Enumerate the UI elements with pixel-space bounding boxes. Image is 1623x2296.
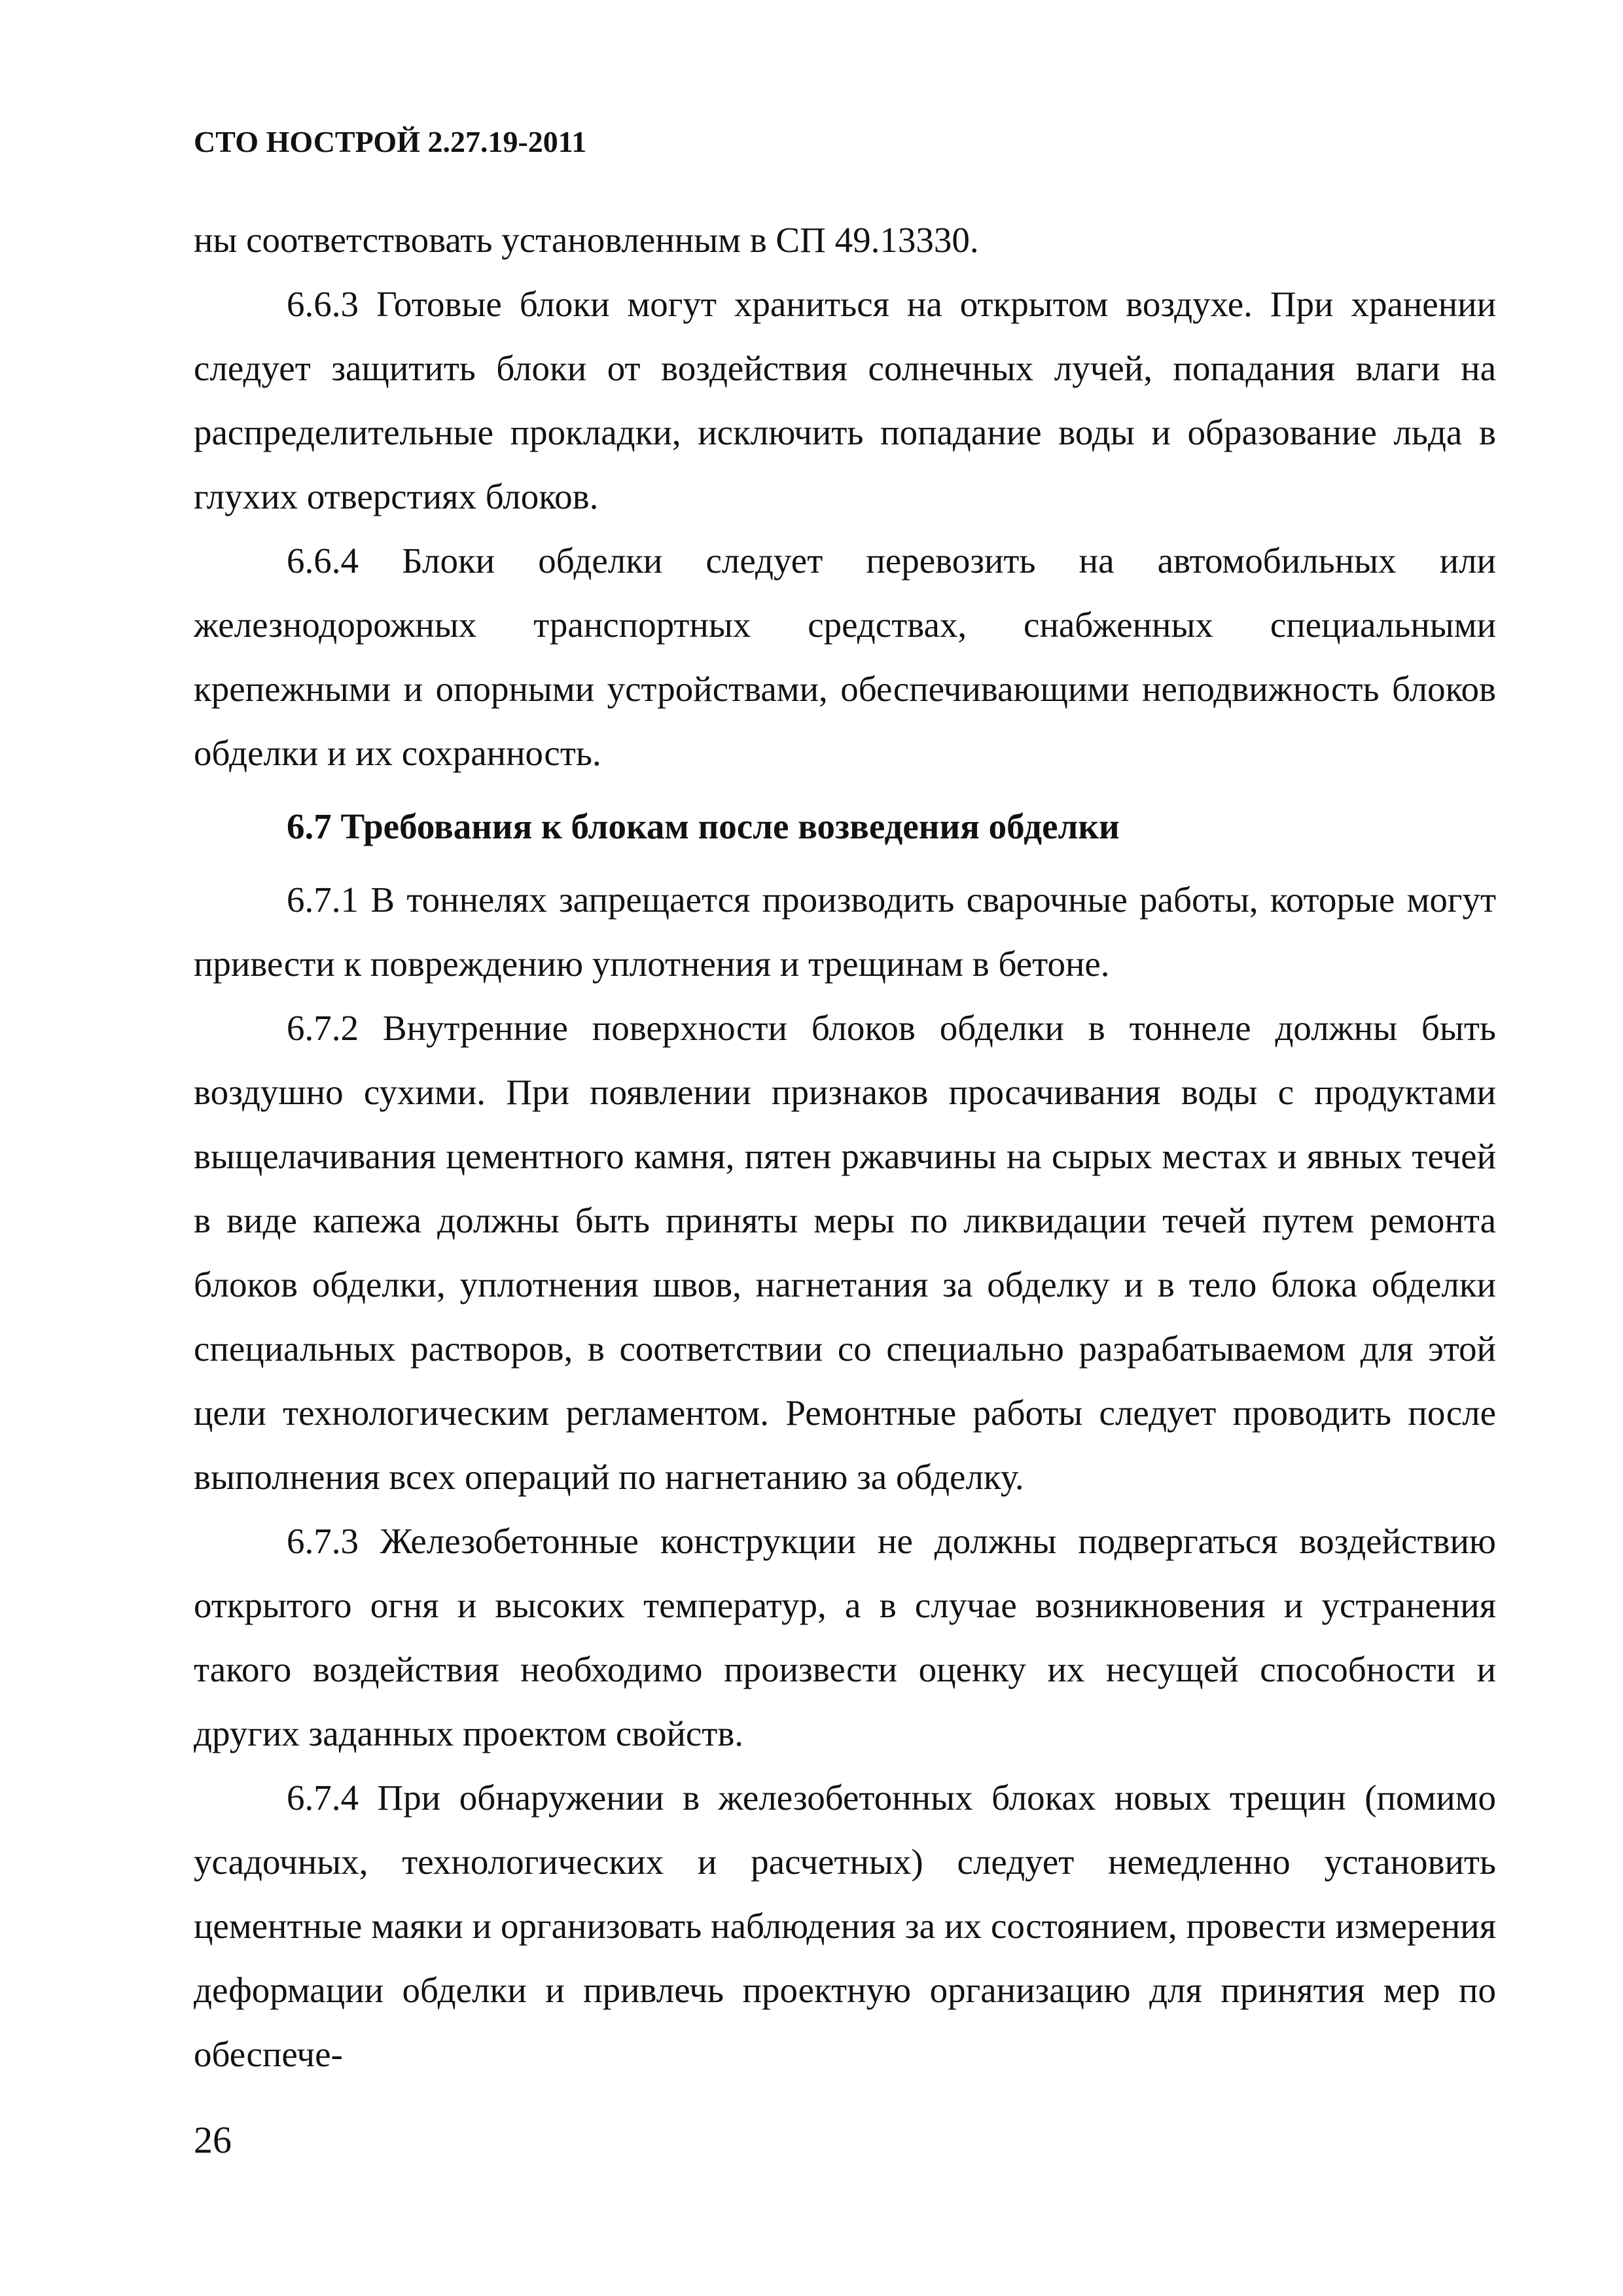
paragraph-6-7-3: 6.7.3 Железобетонные конструкции не должны подвергаться воздействию открытого огня и высоких температур, а в случае возникновения и устранения такого воздействия необходимо произвести оценку их несущей способности и других заданных проектом свойств. <box>194 1521 1496 1753</box>
document-header-code: СТО НОСТРОЙ 2.27.19-2011 <box>194 125 587 158</box>
paragraph-6-6-3: 6.6.3 Готовые блоки могут храниться на открытом воздухе. При хранении следует защитить блоки от воздействия солнечных лучей, попадания влаги на распределительные прокладки, исключить попадание воды и образование льда в глухих отверстиях блоков. <box>194 284 1496 516</box>
section-heading-6-7: 6.7 Требования к блокам после возведения обделки <box>287 806 1120 846</box>
paragraph-continuation: ны соответствовать установленным в СП 49.13330. <box>194 220 979 260</box>
paragraph-6-7-2: 6.7.2 Внутренние поверхности блоков обделки в тоннеле должны быть воздушно сухими. При появлении признаков просачивания воды с продуктами выщелачивания цементного камня, пятен ржавчины на сырых местах и явных течей в виде капежа должны быть приняты меры по ликвидации течей путем ремонта блоков обделки, уплотнения швов, нагнетания за обделку и в тело блока обделки специальных растворов, в соответствии со специально разрабатываемом для этой цели технологическим регламентом. Ремонтные работы следует проводить после выполнения всех операций по нагнетанию за обделку. <box>194 1008 1496 1497</box>
document-body <box>194 208 1496 2087</box>
page-number: 26 <box>194 2119 232 2161</box>
paragraph-6-7-1: 6.7.1 В тоннелях запрещается производить сварочные работы, которые могут привести к повреждению уплотнения и трещинам в бетоне. <box>194 880 1496 984</box>
paragraph-6-6-4: 6.6.4 Блоки обделки следует перевозить на автомобильных или железнодорожных транспортных средствах, снабженных специальными крепежными и опорными устройствами, обеспечивающими неподвижность блоков обделки и их сохранность. <box>194 541 1496 773</box>
paragraph-6-7-4: 6.7.4 При обнаружении в железобетонных блоках новых трещин (помимо усадочных, технологических и расчетных) следует немедленно установить цементные маяки и организовать наблюдения за их состоянием, провести измерения деформации обделки и привлечь проектную организацию для принятия мер по обеспече- <box>194 1778 1496 2074</box>
